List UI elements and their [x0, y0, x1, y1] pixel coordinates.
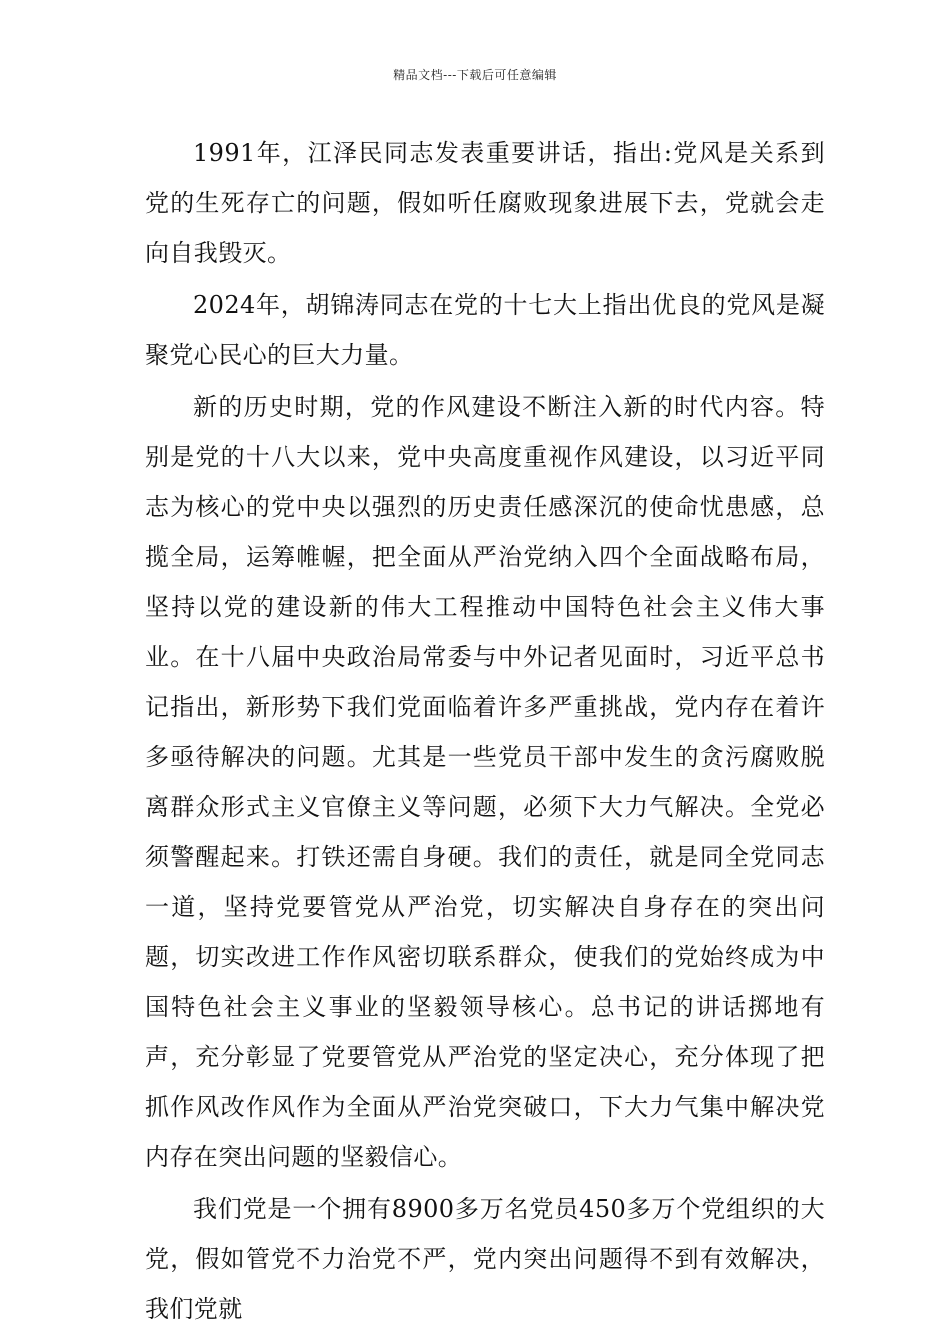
page-header: 精品文档---下载后可任意编辑: [393, 68, 557, 82]
paragraph-4: 我们党是一个拥有8900多万名党员450多万个党组织的大党，假如管党不力治党不严，党内突出问题得不到有效解决，我们党就: [145, 1195, 825, 1323]
paragraph-1: 1991年，江泽民同志发表重要讲话，指出:党风是关系到党的生死存亡的问题，假如听任腐败现象进展下去，党就会走向自我毁灭。: [145, 139, 825, 267]
paragraph-2: 2024年，胡锦涛同志在党的十七大上指出优良的党风是凝聚党心民心的巨大力量。: [145, 291, 825, 369]
paragraph-3: 新的历史时期，党的作风建设不断注入新的时代内容。特别是党的十八大以来，党中央高度重视作风建设，以习近平同志为核心的党中央以强烈的历史责任感深沉的使命忧患感，总揽全局，运筹帷幄，把全面从严治党纳入四个全面战略布局，坚持以党的建设新的伟大工程推动中国特色社会主义伟大事业。在十八届中央政治局常委与中外记者见面时，习近平总书记指出，新形势下我们党面临着许多严重挑战，党内存在着许多亟待解决的问题。尤其是一些党员干部中发生的贪污腐败脱离群众形式主义官僚主义等问题，必须下大力气解决。全党必须警醒起来。打铁还需自身硬。我们的责任，就是同全党同志一道，坚持党要管党从严治党，切实解决自身存在的突出问题，切实改进工作作风密切联系群众，使我们的党始终成为中国特色社会主义事业的坚毅领导核心。总书记的讲话掷地有声，充分彰显了党要管党从严治党的坚定决心，充分体现了把抓作风改作风作为全面从严治党突破口，下大力气集中解决党内存在突出问题的坚毅信心。: [145, 393, 825, 1171]
document-body: [145, 128, 825, 1336]
